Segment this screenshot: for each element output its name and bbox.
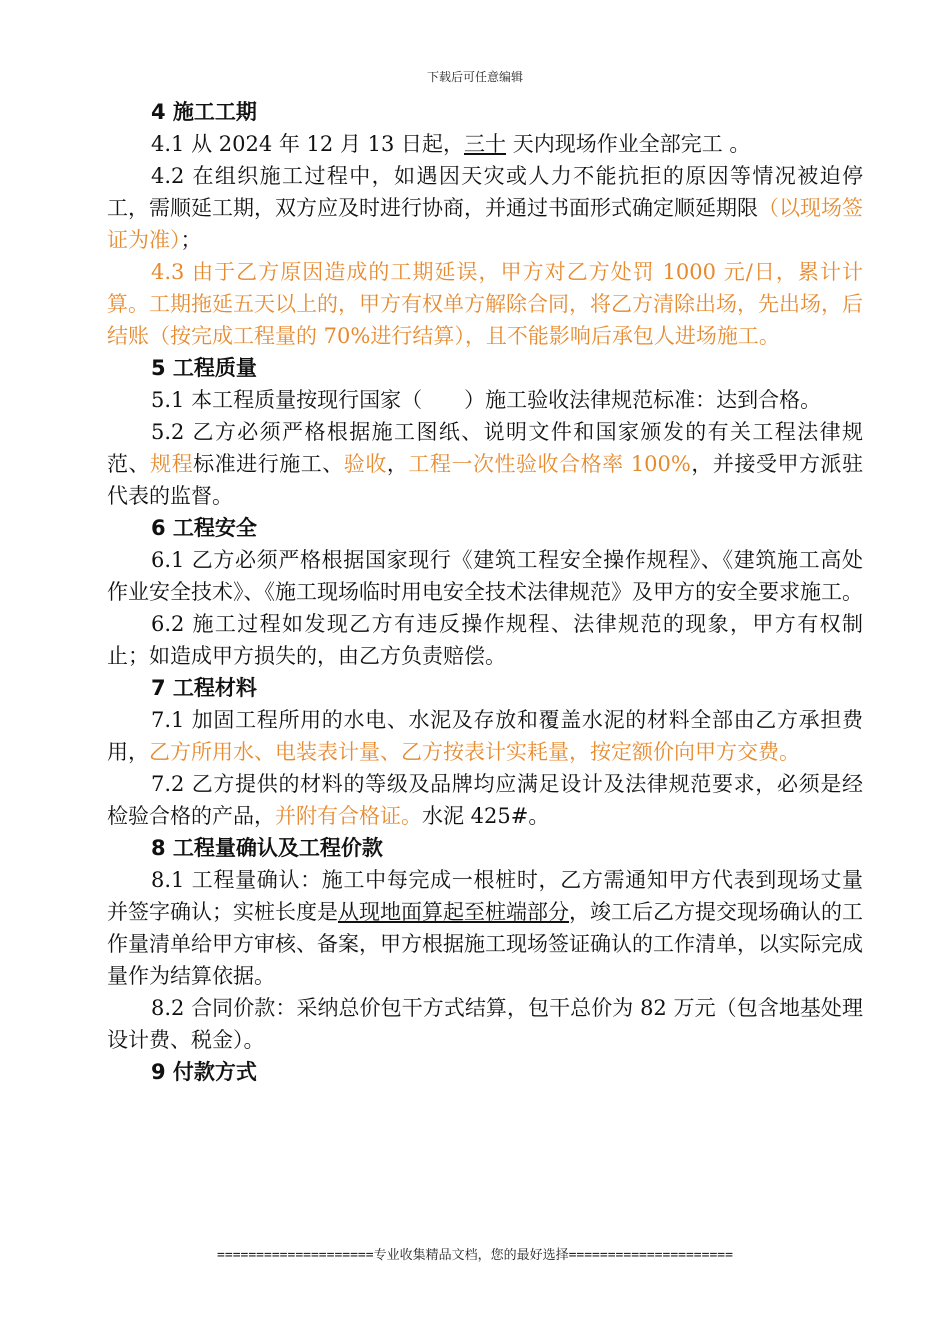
section-5-title: 5 工程质量 — [151, 356, 257, 380]
page-header: 下载后可任意编辑 — [426, 70, 523, 84]
section-4-title: 4 施工工期 — [151, 100, 257, 124]
section-9-title: 9 付款方式 — [151, 1060, 257, 1084]
clause-4-1: 4.1 从 2024 年 12 月 13 日起，三十 天内现场作业全部完工 。 — [151, 132, 751, 156]
section-8-title: 8 工程量确认及工程价款 — [151, 836, 383, 860]
clause-8-2: 8.2 合同价款：采纳总价包干方式结算，包干总价为 82 万元（包含地基处理设计费、税金）。 — [107, 996, 863, 1052]
clause-4-3: 4.3 由于乙方原因造成的工期延误，甲方对乙方处罚 1000 元/日，累计计算。工期拖延五天以上的，甲方有权单方解除合同，将乙方清除出场，先出场，后结账（按完成工程量的 70%进行结算），且不能影响后承包人进场施工。 — [107, 260, 863, 348]
clause-8-1: 8.1 工程量确认：施工中每完成一根桩时，乙方需通知甲方代表到现场丈量并签字确认；实桩长度是从现地面算起至桩端部分，竣工后乙方提交现场确认的工作量清单给甲方审核、备案，甲方根据施工现场签证确认的工作清单，以实际完成量作为结算依据。 — [107, 868, 863, 988]
document-body — [107, 96, 863, 1088]
clause-7-1-highlight: 乙方所用水、电装表计量、乙方按表计实耗量，按定额价向甲方交费。 — [149, 740, 800, 764]
clause-6-1: 6.1 乙方必须严格根据国家现行《建筑工程安全操作规程》、《建筑施工高处作业安全技术》、《施工现场临时用电安全技术法律规范》及甲方的安全要求施工。 — [107, 548, 863, 604]
clause-7-2-highlight: 并附有合格证。 — [275, 804, 422, 828]
clause-7-2: 7.2 乙方提供的材料的等级及品牌均应满足设计及法律规范要求，必须是经检验合格的产品，并附有合格证。水泥 425#。 — [107, 772, 863, 828]
section-6-title: 6 工程安全 — [151, 516, 257, 540]
clause-8-1-underline: 从现地面算起至桩端部分 — [338, 900, 569, 924]
clause-4-1-days: 三十 — [464, 132, 507, 156]
page-footer: ====================专业收集精品文档，您的最好选择===================== — [217, 1248, 733, 1263]
clause-5-2: 5.2 乙方必须严格根据施工图纸、说明文件和国家颁发的有关工程法律规范、规程标准进行施工、验收，工程一次性验收合格率 100%，并接受甲方派驻代表的监督。 — [107, 420, 864, 508]
clause-7-1: 7.1 加固工程所用的水电、水泥及存放和覆盖水泥的材料全部由乙方承担费用，乙方所用水、电装表计量、乙方按表计实耗量，按定额价向甲方交费。 — [107, 708, 863, 764]
clause-6-2: 6.2 施工过程如发现乙方有违反操作规程、法律规范的现象，甲方有权制止；如造成甲方损失的，由乙方负责赔偿。 — [107, 612, 863, 668]
section-7-title: 7 工程材料 — [151, 676, 257, 700]
clause-4-2-highlight: （以现场签证为准） — [107, 196, 863, 252]
clause-5-1: 5.1 本工程质量按现行国家（ ）施工验收法律规范标准：达到合格。 — [151, 388, 822, 412]
clause-4-2: 4.2 在组织施工过程中，如遇因天灾或人力不能抗拒的原因等情况被迫停工，需顺延工期，双方应及时进行协商，并通过书面形式确定顺延期限（以现场签证为准）； — [107, 164, 863, 252]
